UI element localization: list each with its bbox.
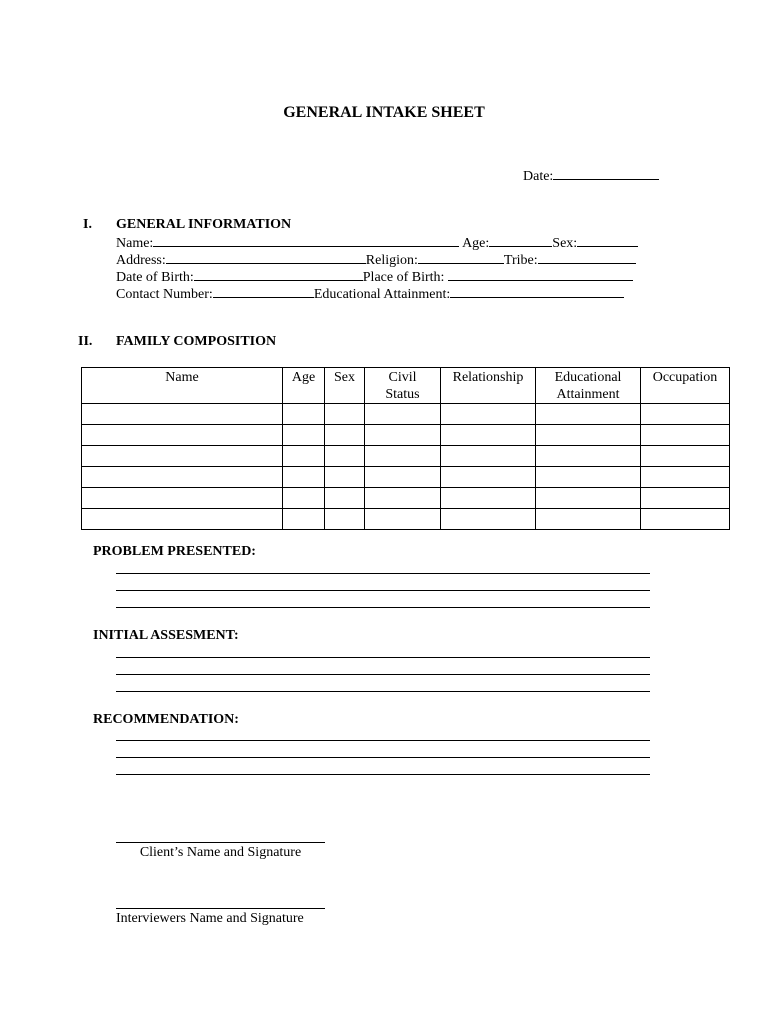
problem-line-1[interactable] (116, 573, 650, 574)
assessment-line-3[interactable] (116, 691, 650, 692)
section-1-numeral: I. (83, 217, 92, 232)
tribe-label: Tribe: (503, 253, 538, 268)
table-cell[interactable] (82, 425, 283, 446)
tribe-field[interactable] (538, 250, 636, 264)
section-2-heading: FAMILY COMPOSITION (116, 334, 277, 349)
interviewer-signature-label: Interviewers Name and Signature (116, 911, 304, 926)
table-cell[interactable] (283, 488, 325, 509)
name-label: Name: (116, 236, 154, 251)
table-header-row (82, 368, 730, 404)
religion-label: Religion: (365, 253, 418, 268)
table-cell[interactable] (325, 467, 365, 488)
problem-heading: PROBLEM PRESENTED: (93, 544, 256, 559)
col-age-header: Age (283, 368, 325, 404)
table-cell[interactable] (441, 404, 536, 425)
table-cell[interactable] (82, 467, 283, 488)
table-cell[interactable] (365, 488, 441, 509)
page-title: GENERAL INTAKE SHEET (283, 104, 485, 121)
table-cell[interactable] (365, 446, 441, 467)
table-cell[interactable] (365, 509, 441, 530)
table-cell[interactable] (325, 509, 365, 530)
table-cell[interactable] (82, 446, 283, 467)
table-cell[interactable] (283, 509, 325, 530)
contact-field[interactable] (213, 284, 314, 298)
recommendation-line-3[interactable] (116, 774, 650, 775)
table-row (82, 446, 730, 467)
table-cell[interactable] (641, 404, 730, 425)
col-education-label: Educational Attainment (554, 370, 622, 402)
col-name-header: Name (82, 368, 283, 404)
table-cell[interactable] (283, 425, 325, 446)
interviewer-signature-line[interactable] (116, 908, 325, 909)
col-sex-header: Sex (325, 368, 365, 404)
table-cell[interactable] (536, 509, 641, 530)
table-cell[interactable] (82, 404, 283, 425)
table-cell[interactable] (641, 446, 730, 467)
table-cell[interactable] (283, 467, 325, 488)
table-cell[interactable] (283, 404, 325, 425)
table-cell[interactable] (283, 446, 325, 467)
table-row (82, 467, 730, 488)
table-row (82, 425, 730, 446)
table-cell[interactable] (365, 425, 441, 446)
problem-line-2[interactable] (116, 590, 650, 591)
table-cell[interactable] (641, 467, 730, 488)
col-civil-status-label: Civil Status (385, 370, 420, 402)
contact-label: Contact Number: (116, 287, 213, 302)
table-cell[interactable] (641, 509, 730, 530)
pob-label: Place of Birth: (362, 270, 445, 285)
table-row (82, 488, 730, 509)
table-cell[interactable] (641, 425, 730, 446)
table-cell[interactable] (441, 425, 536, 446)
recommendation-line-2[interactable] (116, 757, 650, 758)
date-label: Date: (523, 169, 554, 184)
sex-field[interactable] (577, 233, 638, 247)
recommendation-heading: RECOMMENDATION: (93, 712, 239, 727)
assessment-line-1[interactable] (116, 657, 650, 658)
client-signature-label: Client’s Name and Signature (139, 845, 302, 860)
sex-label: Sex: (552, 236, 578, 251)
table-cell[interactable] (82, 509, 283, 530)
table-cell[interactable] (325, 404, 365, 425)
client-signature-line[interactable] (116, 842, 325, 843)
age-label: Age: (462, 236, 490, 251)
table-cell[interactable] (325, 488, 365, 509)
table-cell[interactable] (536, 488, 641, 509)
table-row (82, 509, 730, 530)
table-cell[interactable] (441, 467, 536, 488)
section-2-numeral: II. (78, 334, 93, 349)
col-relationship-header: Relationship (441, 368, 536, 404)
education-label: Educational Attainment: (313, 287, 451, 302)
assessment-line-2[interactable] (116, 674, 650, 675)
table-cell[interactable] (536, 446, 641, 467)
date-row (523, 166, 659, 185)
table-cell[interactable] (641, 488, 730, 509)
table-cell[interactable] (365, 467, 441, 488)
table-cell[interactable] (325, 446, 365, 467)
education-field[interactable] (450, 284, 624, 298)
pob-field[interactable] (448, 267, 633, 281)
col-occupation-header: Occupation (641, 368, 730, 404)
religion-field[interactable] (418, 250, 504, 264)
problem-line-3[interactable] (116, 607, 650, 608)
dob-field[interactable] (194, 267, 363, 281)
date-field[interactable] (553, 166, 659, 180)
assessment-heading: INITIAL ASSESMENT: (93, 628, 239, 643)
name-field[interactable] (153, 233, 459, 247)
age-field[interactable] (489, 233, 552, 247)
table-row (82, 404, 730, 425)
family-composition-table (81, 367, 730, 530)
table-cell[interactable] (82, 488, 283, 509)
table-cell[interactable] (441, 509, 536, 530)
address-label: Address: (116, 253, 166, 268)
col-civil-status-header (365, 368, 441, 404)
table-cell[interactable] (441, 446, 536, 467)
col-education-header (536, 368, 641, 404)
table-cell[interactable] (536, 404, 641, 425)
recommendation-line-1[interactable] (116, 740, 650, 741)
table-cell[interactable] (325, 425, 365, 446)
table-cell[interactable] (536, 467, 641, 488)
address-field[interactable] (166, 250, 366, 264)
section-1-heading: GENERAL INFORMATION (116, 217, 292, 232)
family-table-body (82, 404, 730, 530)
table-cell[interactable] (441, 488, 536, 509)
dob-label: Date of Birth: (116, 270, 194, 285)
table-cell[interactable] (365, 404, 441, 425)
table-cell[interactable] (536, 425, 641, 446)
contact-row (116, 284, 624, 303)
